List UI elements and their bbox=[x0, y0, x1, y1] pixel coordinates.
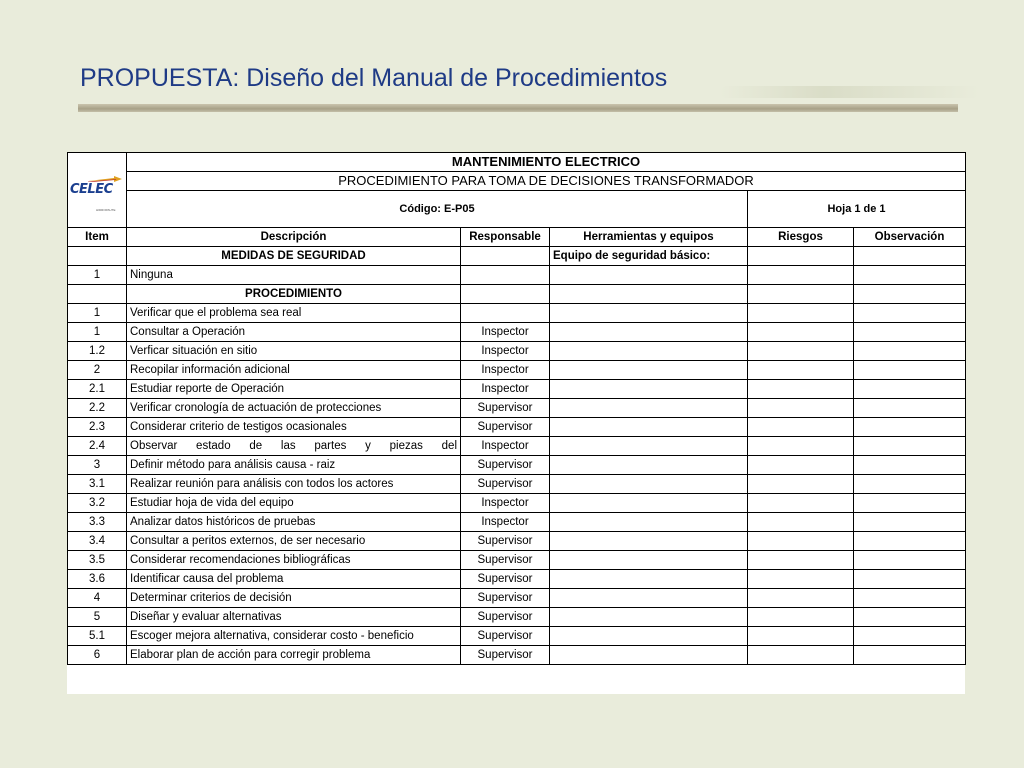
table-row bbox=[68, 361, 966, 380]
row-tools bbox=[550, 608, 748, 627]
row-item: 6 bbox=[68, 646, 127, 665]
row-description: Estudiar hoja de vida del equipo bbox=[127, 494, 461, 513]
row-observation bbox=[854, 399, 966, 418]
row-tools bbox=[550, 380, 748, 399]
row-item: 3.6 bbox=[68, 570, 127, 589]
row-tools bbox=[550, 532, 748, 551]
table-row bbox=[68, 475, 966, 494]
header-risks: Riesgos bbox=[748, 228, 854, 247]
row-observation bbox=[854, 342, 966, 361]
table-row bbox=[68, 399, 966, 418]
row-responsible: Inspector bbox=[461, 342, 550, 361]
logo-text: CELEC bbox=[70, 182, 113, 197]
table-row bbox=[68, 532, 966, 551]
row-item: 1 bbox=[68, 323, 127, 342]
header-item: Item bbox=[68, 228, 127, 247]
row-risks bbox=[748, 532, 854, 551]
row-observation bbox=[854, 513, 966, 532]
row-tools bbox=[550, 361, 748, 380]
procedure-table bbox=[67, 152, 966, 665]
empty-cell bbox=[550, 285, 748, 304]
row-responsible: Supervisor bbox=[461, 475, 550, 494]
row-tools bbox=[550, 437, 748, 456]
row-responsible bbox=[461, 304, 550, 323]
row-tools bbox=[550, 475, 748, 494]
row-observation bbox=[854, 570, 966, 589]
row-observation bbox=[854, 532, 966, 551]
safety-equipment: Equipo de seguridad básico: bbox=[550, 247, 748, 266]
row-observation bbox=[854, 551, 966, 570]
row-item: 3.2 bbox=[68, 494, 127, 513]
sheet-subtitle: PROCEDIMIENTO PARA TOMA DE DECISIONES TRANSFORMADOR bbox=[127, 172, 966, 191]
row-item: 2.1 bbox=[68, 380, 127, 399]
row-responsible: Supervisor bbox=[461, 627, 550, 646]
table-row bbox=[68, 513, 966, 532]
empty-cell bbox=[550, 266, 748, 285]
row-risks bbox=[748, 456, 854, 475]
row-description: Consultar a Operación bbox=[127, 323, 461, 342]
row-tools bbox=[550, 589, 748, 608]
title-underline-shadow bbox=[720, 86, 980, 98]
row-item: 2.4 bbox=[68, 437, 127, 456]
row-responsible: Inspector bbox=[461, 323, 550, 342]
row-description: Observar estado de las partes y piezas del bbox=[127, 437, 461, 456]
row-responsible: Supervisor bbox=[461, 551, 550, 570]
table-row bbox=[68, 608, 966, 627]
row-description: Verficar situación en sitio bbox=[127, 342, 461, 361]
empty-cell bbox=[854, 247, 966, 266]
row-observation bbox=[854, 418, 966, 437]
row-risks bbox=[748, 513, 854, 532]
row-responsible: Inspector bbox=[461, 513, 550, 532]
row-description: Escoger mejora alternativa, considerar costo - beneficio bbox=[127, 627, 461, 646]
procedure-sheet bbox=[67, 152, 965, 694]
row-item: 2.3 bbox=[68, 418, 127, 437]
table-row bbox=[68, 456, 966, 475]
empty-cell bbox=[461, 285, 550, 304]
table-row bbox=[68, 646, 966, 665]
row-risks bbox=[748, 418, 854, 437]
header-observation: Observación bbox=[854, 228, 966, 247]
row-description: Considerar recomendaciones bibliográficas bbox=[127, 551, 461, 570]
row-description: Identificar causa del problema bbox=[127, 570, 461, 589]
row-tools bbox=[550, 646, 748, 665]
row-tools bbox=[550, 627, 748, 646]
row-observation bbox=[854, 304, 966, 323]
row-observation bbox=[854, 589, 966, 608]
empty-cell bbox=[854, 285, 966, 304]
empty-cell bbox=[68, 285, 127, 304]
row-responsible: Supervisor bbox=[461, 456, 550, 475]
row-responsible: Inspector bbox=[461, 494, 550, 513]
table-row bbox=[68, 627, 966, 646]
row-tools bbox=[550, 304, 748, 323]
row-description: Definir método para análisis causa - raiz bbox=[127, 456, 461, 475]
row-item: 2.2 bbox=[68, 399, 127, 418]
row-item: 2 bbox=[68, 361, 127, 380]
row-risks bbox=[748, 475, 854, 494]
row-tools bbox=[550, 323, 748, 342]
row-observation bbox=[854, 627, 966, 646]
header-description: Descripción bbox=[127, 228, 461, 247]
table-row bbox=[68, 304, 966, 323]
row-observation bbox=[854, 475, 966, 494]
row-risks bbox=[748, 589, 854, 608]
empty-cell bbox=[68, 247, 127, 266]
row-tools bbox=[550, 456, 748, 475]
row-item: 3.1 bbox=[68, 475, 127, 494]
row-risks bbox=[748, 342, 854, 361]
row-description: Verificar cronología de actuación de protecciones bbox=[127, 399, 461, 418]
row-item: 3.5 bbox=[68, 551, 127, 570]
title-underline bbox=[78, 104, 958, 112]
celec-logo bbox=[68, 153, 126, 212]
logo-cell bbox=[68, 153, 127, 228]
row-item: 1 bbox=[68, 304, 127, 323]
empty-cell bbox=[854, 266, 966, 285]
table-row bbox=[68, 589, 966, 608]
row-item: 4 bbox=[68, 589, 127, 608]
row-responsible: Inspector bbox=[461, 380, 550, 399]
safety-row-responsible bbox=[461, 266, 550, 285]
row-observation bbox=[854, 456, 966, 475]
logo-subtext: HIDROPAUTE bbox=[96, 208, 116, 212]
table-row bbox=[68, 418, 966, 437]
row-risks bbox=[748, 494, 854, 513]
empty-cell bbox=[461, 247, 550, 266]
row-tools bbox=[550, 399, 748, 418]
table-row bbox=[68, 551, 966, 570]
row-tools bbox=[550, 551, 748, 570]
header-responsible: Responsable bbox=[461, 228, 550, 247]
row-responsible: Supervisor bbox=[461, 608, 550, 627]
row-description: Considerar criterio de testigos ocasionales bbox=[127, 418, 461, 437]
row-description: Estudiar reporte de Operación bbox=[127, 380, 461, 399]
safety-row-description: Ninguna bbox=[127, 266, 461, 285]
row-item: 3.4 bbox=[68, 532, 127, 551]
row-item: 5 bbox=[68, 608, 127, 627]
document-code: Código: E-P05 bbox=[127, 191, 748, 228]
row-risks bbox=[748, 399, 854, 418]
row-observation bbox=[854, 608, 966, 627]
row-risks bbox=[748, 570, 854, 589]
table-row bbox=[68, 323, 966, 342]
row-responsible: Supervisor bbox=[461, 570, 550, 589]
row-description: Diseñar y evaluar alternativas bbox=[127, 608, 461, 627]
row-risks bbox=[748, 323, 854, 342]
safety-section-label: MEDIDAS DE SEGURIDAD bbox=[127, 247, 461, 266]
table-row bbox=[68, 437, 966, 456]
row-item: 5.1 bbox=[68, 627, 127, 646]
empty-cell bbox=[748, 247, 854, 266]
row-risks bbox=[748, 627, 854, 646]
row-observation bbox=[854, 437, 966, 456]
row-risks bbox=[748, 380, 854, 399]
row-description: Consultar a peritos externos, de ser necesario bbox=[127, 532, 461, 551]
row-observation bbox=[854, 323, 966, 342]
row-responsible: Supervisor bbox=[461, 646, 550, 665]
row-risks bbox=[748, 646, 854, 665]
row-tools bbox=[550, 570, 748, 589]
table-row bbox=[68, 494, 966, 513]
table-row bbox=[68, 380, 966, 399]
row-risks bbox=[748, 304, 854, 323]
row-risks bbox=[748, 437, 854, 456]
row-tools bbox=[550, 342, 748, 361]
row-responsible: Inspector bbox=[461, 361, 550, 380]
table-row bbox=[68, 342, 966, 361]
procedure-section-label: PROCEDIMIENTO bbox=[127, 285, 461, 304]
empty-cell bbox=[748, 285, 854, 304]
safety-row-item: 1 bbox=[68, 266, 127, 285]
row-risks bbox=[748, 608, 854, 627]
row-responsible: Supervisor bbox=[461, 399, 550, 418]
table-row bbox=[68, 570, 966, 589]
row-tools bbox=[550, 513, 748, 532]
row-description: Realizar reunión para análisis con todos los actores bbox=[127, 475, 461, 494]
page-number: Hoja 1 de 1 bbox=[748, 191, 966, 228]
row-description: Elaborar plan de acción para corregir problema bbox=[127, 646, 461, 665]
row-responsible: Inspector bbox=[461, 437, 550, 456]
row-item: 3.3 bbox=[68, 513, 127, 532]
sheet-title: MANTENIMIENTO ELECTRICO bbox=[127, 153, 966, 172]
empty-cell bbox=[748, 266, 854, 285]
row-observation bbox=[854, 646, 966, 665]
row-item: 1.2 bbox=[68, 342, 127, 361]
row-responsible: Supervisor bbox=[461, 418, 550, 437]
row-responsible: Supervisor bbox=[461, 589, 550, 608]
row-description: Recopilar información adicional bbox=[127, 361, 461, 380]
row-observation bbox=[854, 380, 966, 399]
row-tools bbox=[550, 494, 748, 513]
row-item: 3 bbox=[68, 456, 127, 475]
row-risks bbox=[748, 361, 854, 380]
row-description: Verificar que el problema sea real bbox=[127, 304, 461, 323]
row-responsible: Supervisor bbox=[461, 532, 550, 551]
row-tools bbox=[550, 418, 748, 437]
row-observation bbox=[854, 494, 966, 513]
row-description: Analizar datos históricos de pruebas bbox=[127, 513, 461, 532]
slide-title: PROPUESTA: Diseño del Manual de Procedimientos bbox=[80, 64, 668, 92]
row-observation bbox=[854, 361, 966, 380]
row-risks bbox=[748, 551, 854, 570]
row-description: Determinar criterios de decisión bbox=[127, 589, 461, 608]
header-tools: Herramientas y equipos bbox=[550, 228, 748, 247]
